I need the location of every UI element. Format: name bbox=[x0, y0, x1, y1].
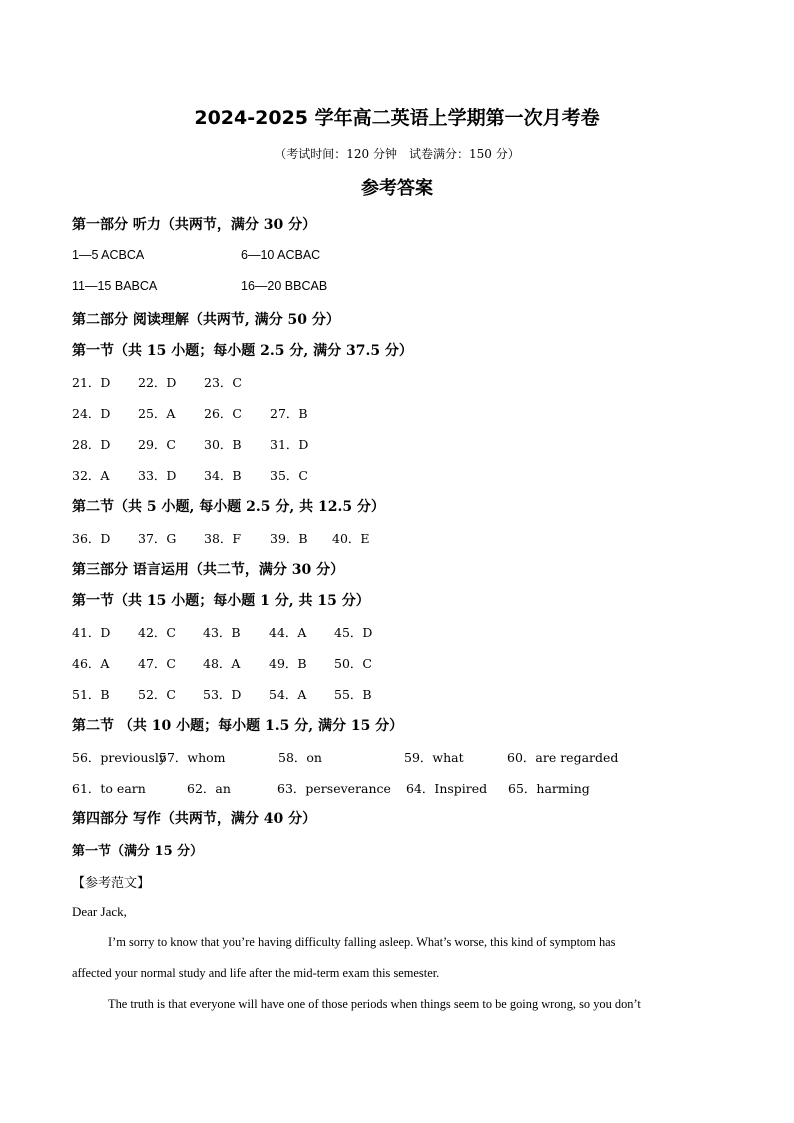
answer-cell: 1—5 ACBCA bbox=[72, 248, 145, 262]
answer-cell: 26．C bbox=[204, 406, 242, 421]
answer-cell: 44．A bbox=[269, 625, 307, 640]
answer-cell: 50．C bbox=[334, 656, 372, 671]
answer-cell: 28．D bbox=[72, 437, 111, 452]
exam-info: （考试时间：120 分钟 试卷满分：150 分） bbox=[274, 147, 520, 161]
answer-cell: 61．to earn bbox=[72, 781, 146, 796]
answer-cell: 58．on bbox=[278, 750, 322, 765]
answer-cell: 16—20 BBCAB bbox=[241, 279, 328, 293]
answer-cell: 36．D bbox=[72, 531, 111, 546]
answer-cell: 37．G bbox=[138, 531, 177, 546]
sample-essay-label: 【参考范文】 bbox=[72, 876, 151, 891]
part4-heading: 第四部分 写作（共两节，满分 40 分） bbox=[72, 811, 317, 827]
answer-cell: 35．C bbox=[270, 468, 308, 483]
answer-cell: 54．A bbox=[269, 687, 307, 702]
answer-cell: 62．an bbox=[187, 781, 231, 796]
answer-cell: 52．C bbox=[138, 687, 176, 702]
answer-cell: 22．D bbox=[138, 375, 177, 390]
answer-cell: 38．F bbox=[204, 531, 242, 546]
answer-cell: 40．E bbox=[332, 531, 370, 546]
answer-cell: 23．C bbox=[204, 375, 242, 390]
answer-cell: 49．B bbox=[269, 656, 307, 671]
answer-cell: 63．perseverance bbox=[277, 781, 391, 796]
answer-cell: 33．D bbox=[138, 468, 177, 483]
answer-cell: 64．Inspired bbox=[406, 781, 488, 796]
answer-cell: 51．B bbox=[72, 687, 110, 702]
part3-heading: 第三部分 语言运用（共二节，满分 30 分） bbox=[72, 562, 345, 578]
document-title: 2024-2025 学年高二英语上学期第一次月考卷 bbox=[194, 107, 600, 129]
answer-cell: 47．C bbox=[138, 656, 176, 671]
answer-cell: 29．C bbox=[138, 437, 176, 452]
answer-cell: 31．D bbox=[270, 437, 309, 452]
answer-cell: 57．whom bbox=[159, 750, 226, 765]
part3-section2-heading: 第二节 （共 10 小题；每小题 1.5 分, 满分 15 分） bbox=[72, 718, 404, 734]
answer-cell: 56．previously bbox=[72, 750, 166, 765]
answer-cell: 60．are regarded bbox=[507, 750, 619, 765]
answer-cell: 43．B bbox=[203, 625, 241, 640]
answer-cell: 45．D bbox=[334, 625, 373, 640]
part1-heading: 第一部分 听力（共两节，满分 30 分） bbox=[72, 217, 317, 233]
part2-section2-heading: 第二节（共 5 小题, 每小题 2.5 分, 共 12.5 分） bbox=[72, 499, 385, 515]
answer-cell: 21．D bbox=[72, 375, 111, 390]
answer-cell: 25．A bbox=[138, 406, 176, 421]
answer-cell: 46．A bbox=[72, 656, 110, 671]
answer-cell: 55．B bbox=[334, 687, 372, 702]
essay-line: affected your normal study and life after the mid-term exam this semester. bbox=[72, 966, 440, 980]
answer-cell: 32．A bbox=[72, 468, 110, 483]
answer-heading: 参考答案 bbox=[361, 178, 433, 199]
answer-cell: 39．B bbox=[270, 531, 308, 546]
answer-cell: 24．D bbox=[72, 406, 111, 421]
answer-cell: 59．what bbox=[404, 750, 464, 765]
answer-cell: 27．B bbox=[270, 406, 308, 421]
answer-cell: 42．C bbox=[138, 625, 176, 640]
answer-cell: 41．D bbox=[72, 625, 111, 640]
answer-cell: 65．harming bbox=[508, 781, 590, 796]
answer-cell: 48．A bbox=[203, 656, 241, 671]
answer-cell: 53．D bbox=[203, 687, 242, 702]
essay-salutation: Dear Jack, bbox=[72, 904, 127, 919]
answer-cell: 34．B bbox=[204, 468, 242, 483]
essay-line: The truth is that everyone will have one of those periods when things seem to be going wrong, so you don’t bbox=[108, 997, 641, 1011]
answer-cell: 30．B bbox=[204, 437, 242, 452]
essay-line: I’m sorry to know that you’re having difficulty falling asleep. What’s worse, this kind of symptom has bbox=[108, 935, 616, 949]
answer-cell: 6—10 ACBAC bbox=[241, 248, 321, 262]
part4-section1-heading: 第一节（满分 15 分） bbox=[72, 844, 204, 859]
part2-heading: 第二部分 阅读理解（共两节, 满分 50 分） bbox=[72, 312, 340, 328]
part3-section1-heading: 第一节（共 15 小题；每小题 1 分, 共 15 分） bbox=[72, 593, 370, 609]
part2-section1-heading: 第一节（共 15 小题；每小题 2.5 分, 满分 37.5 分） bbox=[72, 343, 413, 359]
answer-cell: 11—15 BABCA bbox=[72, 279, 158, 293]
